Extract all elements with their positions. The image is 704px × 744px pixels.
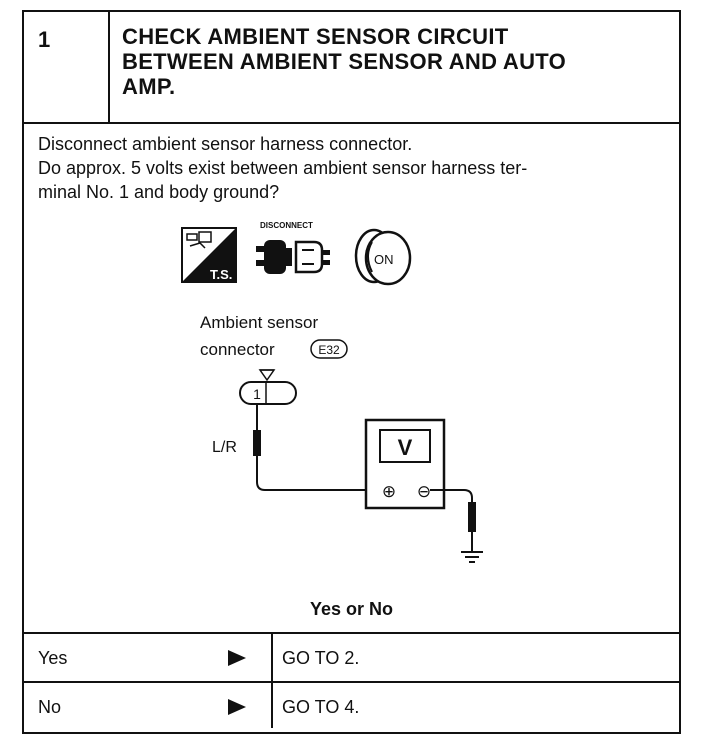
terminal-number: 1 <box>253 386 261 402</box>
step-title-line: CHECK AMBIENT SENSOR CIRCUIT <box>122 24 509 49</box>
column-divider <box>271 634 273 681</box>
column-divider <box>271 683 273 728</box>
wire-color-label: L/R <box>212 439 237 456</box>
instruction-line: Disconnect ambient sensor harness connector. <box>38 134 413 154</box>
ts-icon-label: T.S. <box>210 267 233 282</box>
step-header <box>24 12 679 124</box>
answer-action: GO TO 2. <box>282 648 360 668</box>
connector-code-badge <box>311 340 347 358</box>
answer-table <box>24 632 679 728</box>
minus-terminal: ⊖ <box>416 482 432 502</box>
question-label: Yes or No <box>309 599 394 619</box>
answer-label: No <box>38 697 62 717</box>
answer-row-no <box>24 681 679 728</box>
voltmeter-icon <box>366 420 444 508</box>
ignition-key-icon <box>356 230 410 284</box>
plus-terminal: ⊕ <box>381 482 397 502</box>
disconnect-icon-label: DISCONNECT <box>260 221 313 230</box>
connector-code: E32 <box>318 343 340 357</box>
harness-connector-icon <box>240 370 296 404</box>
instruction-line: minal No. 1 and body ground? <box>38 182 280 202</box>
connector-label: Ambient sensor <box>200 313 319 332</box>
voltmeter-symbol: V <box>397 435 413 460</box>
tools-icon <box>182 228 236 282</box>
right-arrow-icon <box>228 650 246 666</box>
answer-row-yes <box>24 634 679 681</box>
step-number: 1 <box>24 12 110 122</box>
instructions <box>38 132 668 204</box>
step-title-line: BETWEEN AMBIENT SENSOR AND AUTO <box>122 49 567 74</box>
connector-label: connector <box>200 340 275 359</box>
ground-icon <box>461 552 483 562</box>
positive-probe <box>253 404 380 490</box>
answer-label: Yes <box>38 648 68 668</box>
answer-action: GO TO 4. <box>282 697 360 717</box>
step-title <box>122 24 667 99</box>
step-title-line: AMP. <box>122 74 176 99</box>
instruction-line: Do approx. 5 volts exist between ambient sensor harness ter- <box>38 158 528 178</box>
voltage-check-diagram <box>24 212 679 592</box>
right-arrow-icon <box>228 699 246 715</box>
disconnect-icon <box>256 221 330 274</box>
ignition-on-label: ON <box>374 252 394 267</box>
inspection-procedure-sheet <box>22 10 681 734</box>
